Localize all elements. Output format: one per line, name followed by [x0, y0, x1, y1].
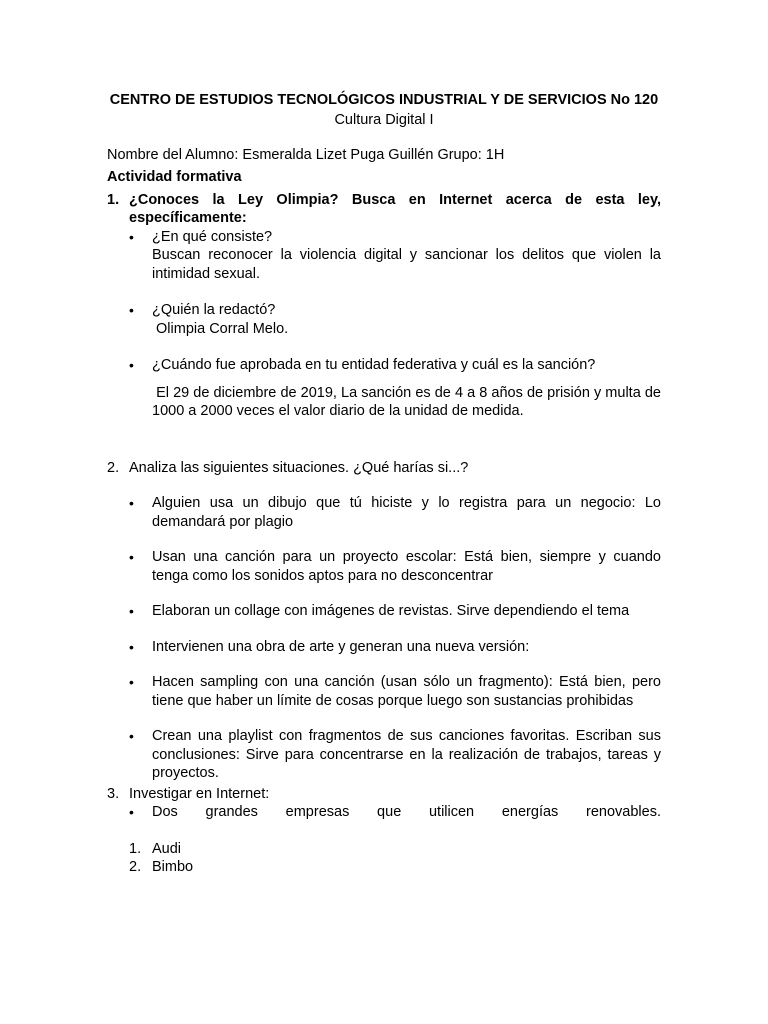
question-2-text: Analiza las siguientes situaciones. ¿Qué harías si...? — [129, 459, 469, 476]
document-subtitle: Cultura Digital I — [334, 112, 434, 128]
q3-list-item-1-number: 1. — [129, 840, 142, 857]
q3-bullet — [129, 803, 661, 822]
bullet-icon: • — [129, 495, 134, 511]
q2-item-1 — [129, 494, 661, 531]
q2-item-6 — [129, 727, 661, 783]
bullet-icon: • — [129, 603, 134, 619]
bullet-icon: • — [129, 728, 134, 744]
q2-item-4 — [129, 638, 661, 657]
q1-item-1-question: ¿En qué consiste? — [152, 228, 273, 245]
q2-item-4-text: Intervienen una obra de arte y generan una nueva versión: — [152, 638, 530, 655]
q3-bullet-text: Dos grandes empresas que utilicen energías renovables. — [152, 804, 661, 820]
q1-item-2 — [129, 301, 661, 338]
q3-list-item-2 — [129, 858, 661, 877]
question-2-number: 2. — [107, 459, 120, 476]
bullet-icon: • — [129, 804, 134, 820]
bullet-icon: • — [129, 674, 134, 690]
bullet-icon: • — [129, 638, 134, 655]
q3-list-item-1 — [129, 840, 661, 859]
q1-item-3-question: ¿Cuándo fue aprobada en tu entidad federativa y cuál es la sanción? — [152, 357, 596, 373]
q2-item-6-text: Crean una playlist con fragmentos de sus canciones favoritas. Escriban sus conclusiones: Sirve para concentrarse en la realización de trabajos, tareas y proyectos. — [152, 728, 661, 781]
question-1-text: ¿Conoces la Ley Olimpia? Busca en Internet acerca de esta ley, específicamente: — [129, 191, 661, 226]
question-3-text: Investigar en Internet: — [129, 785, 270, 802]
student-info: Nombre del Alumno: Esmeralda Lizet Puga Guillén Grupo: 1H — [107, 146, 505, 163]
q3-list-item-2-text: Bimbo — [152, 859, 194, 875]
question-3-number: 3. — [107, 785, 120, 802]
activity-label: Actividad formativa — [107, 169, 242, 185]
bullet-icon: • — [129, 549, 134, 565]
bullet-icon: • — [129, 357, 134, 373]
q1-item-3 — [129, 356, 666, 421]
document-title: CENTRO DE ESTUDIOS TECNOLÓGICOS INDUSTRIAL Y DE SERVICIOS No 120 — [109, 92, 659, 108]
question-1 — [107, 191, 661, 228]
q3-list-item-1-text: Audi — [152, 840, 182, 857]
q2-item-3-text: Elaboran un collage con imágenes de revistas. Sirve dependiendo el tema — [152, 603, 630, 619]
question-2 — [107, 459, 661, 478]
q3-list-item-2-number: 2. — [129, 859, 142, 875]
q1-item-1-answer: Buscan reconocer la violencia digital y sancionar los delitos que violen la intimidad sexual. — [152, 247, 661, 282]
question-3 — [107, 785, 661, 804]
q2-item-5 — [129, 673, 661, 710]
q2-item-2-text: Usan una canción para un proyecto escolar: Está bien, siempre y cuando tenga como los sonidos aptos para no desconcentrar — [152, 549, 661, 584]
document-page — [107, 92, 666, 877]
q1-item-1 — [129, 228, 661, 284]
q2-item-5-text: Hacen sampling con una canción (usan sólo un fragmento): Está bien, pero tiene que haber un límite de cosas porque luego son sustancias prohibidas — [152, 674, 661, 709]
q1-item-3-answer: El 29 de diciembre de 2019, La sanción es de 4 a 8 años de prisión y multa de 1000 a 2000 veces el valor diario de la unidad de medida. — [152, 384, 666, 419]
q1-item-2-answer: Olimpia Corral Melo. — [152, 320, 289, 337]
q2-item-1-text: Alguien usa un dibujo que tú hiciste y lo registra para un negocio: Lo demandará por plagio — [152, 495, 661, 530]
q2-item-2 — [129, 548, 661, 585]
q1-item-2-question: ¿Quién la redactó? — [152, 302, 276, 318]
bullet-icon: • — [129, 302, 134, 318]
question-1-number: 1. — [107, 191, 120, 208]
bullet-icon: • — [129, 228, 134, 245]
q2-item-3 — [129, 602, 661, 621]
